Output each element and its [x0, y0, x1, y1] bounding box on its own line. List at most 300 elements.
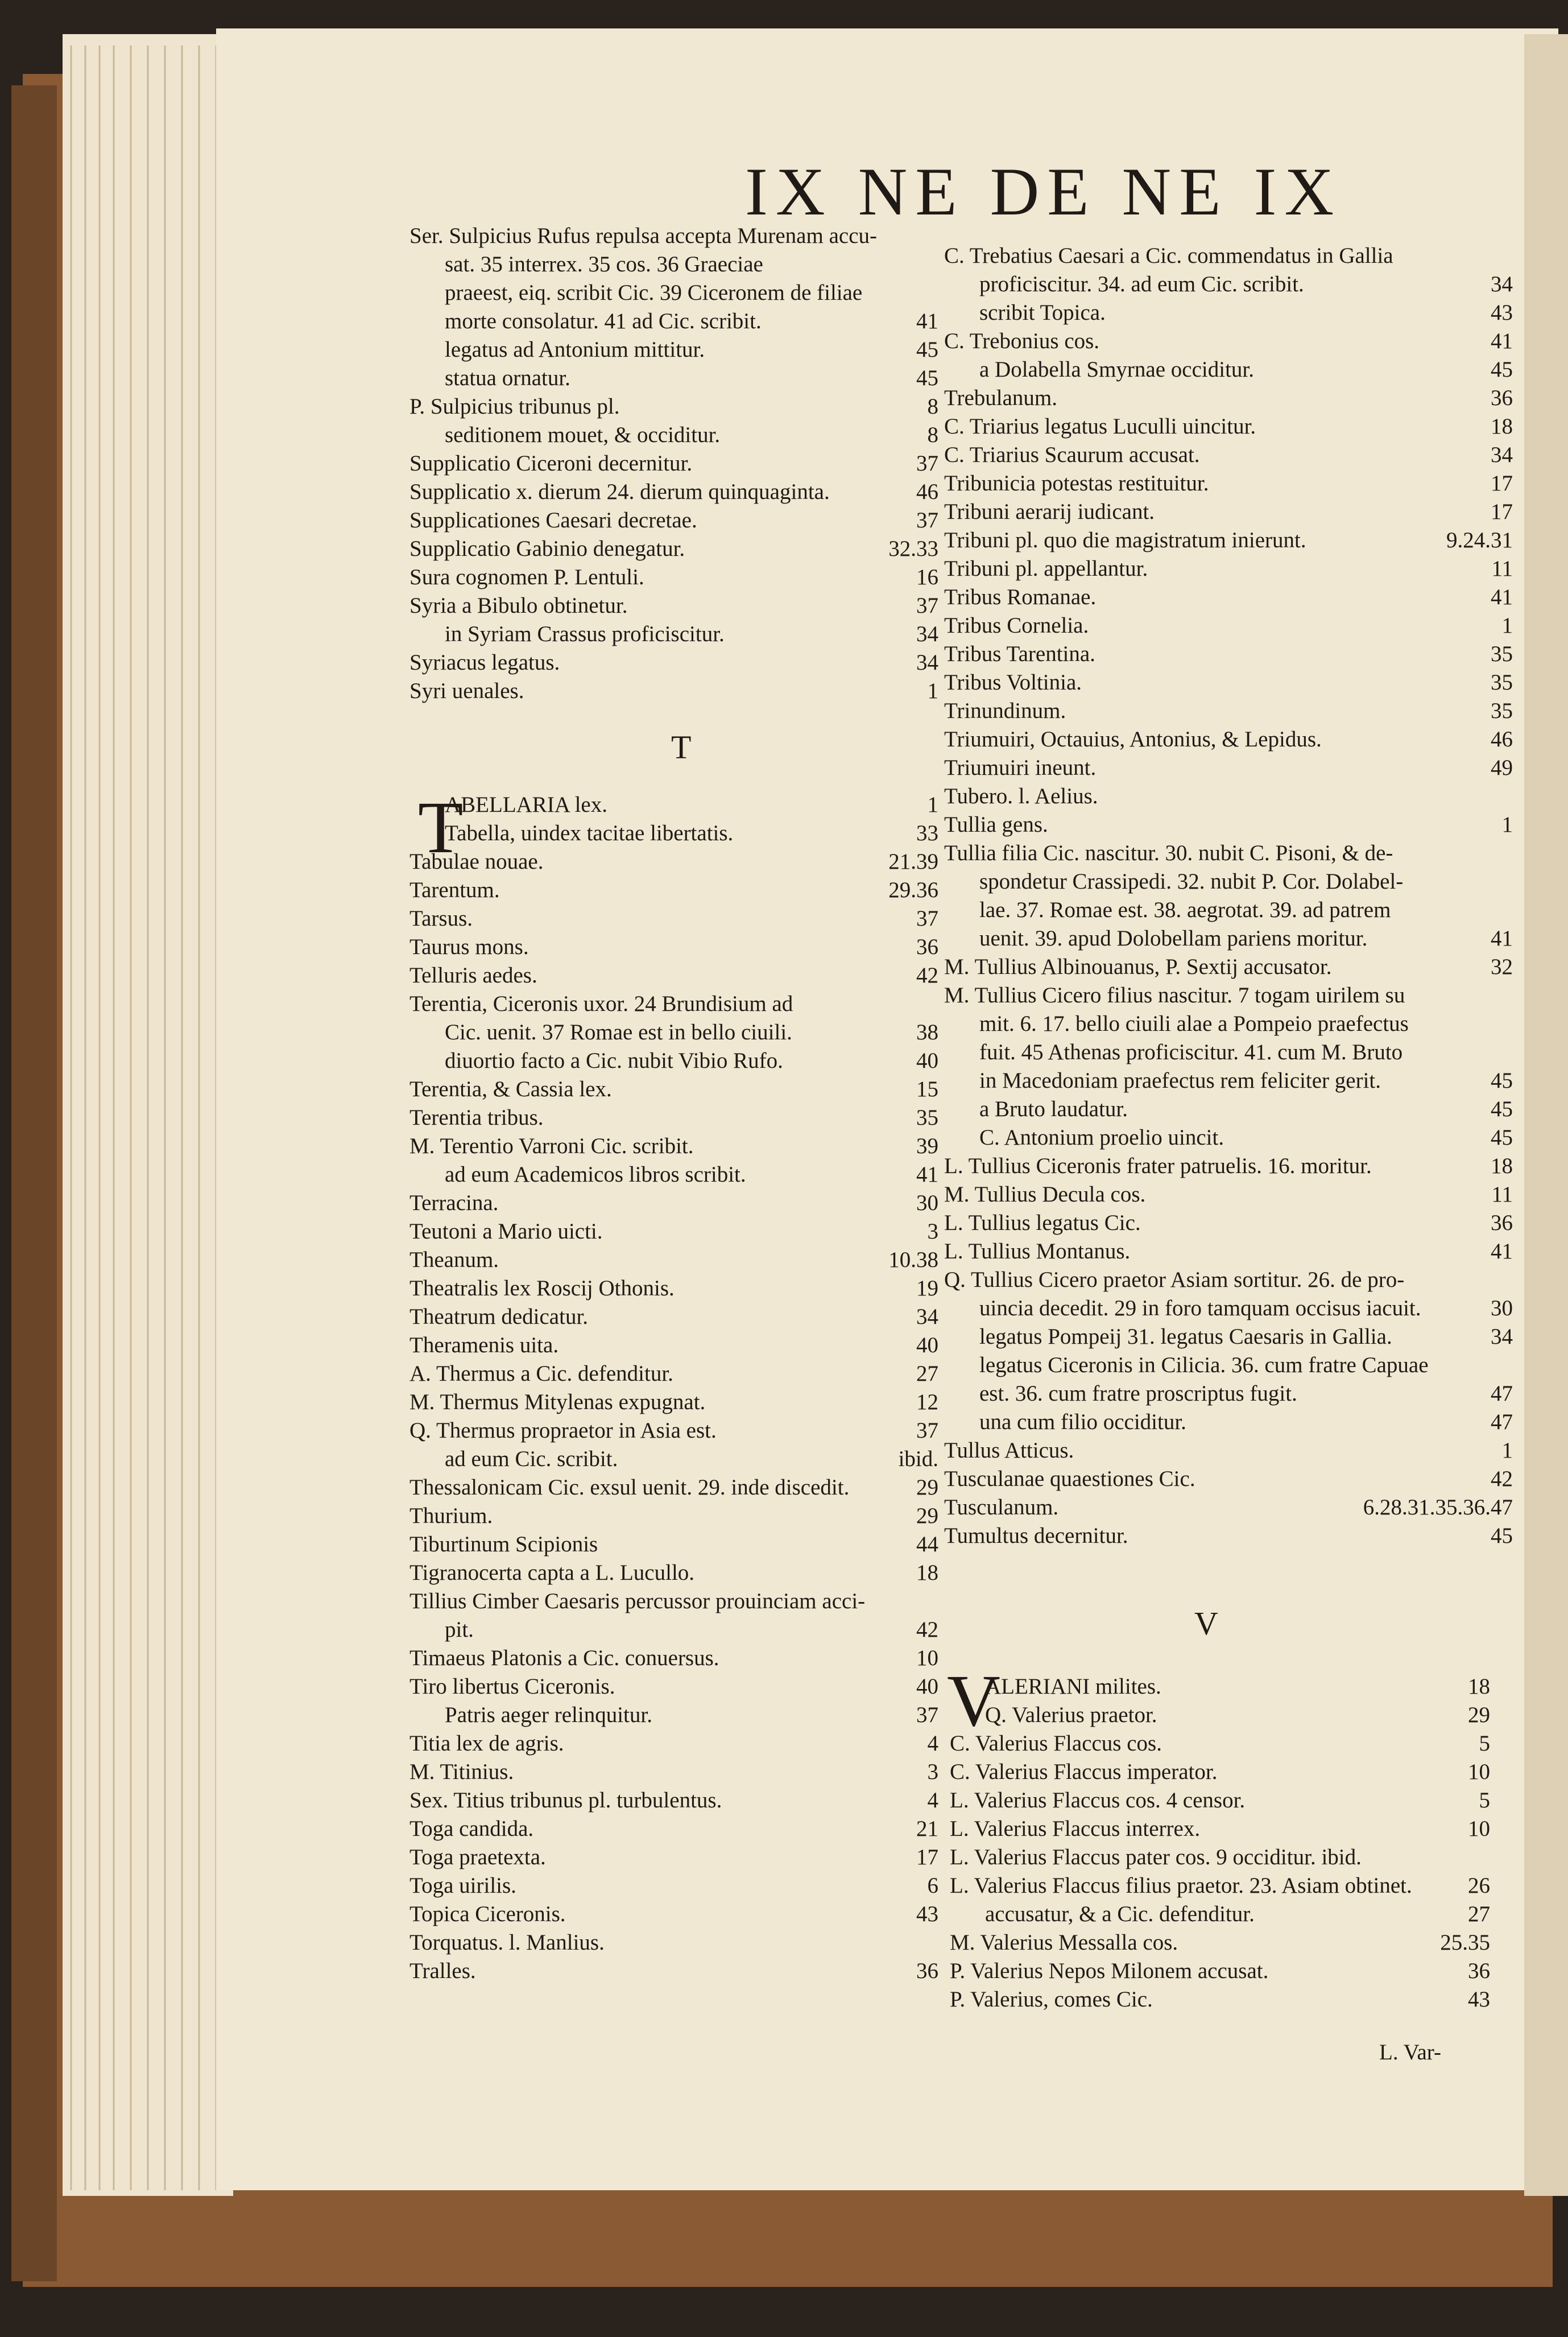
index-entry [409, 421, 938, 449]
index-entry [944, 242, 1513, 270]
index-entry [409, 848, 938, 876]
entry-text: Terentia, & Cassia lex. [409, 1077, 612, 1101]
entry-page-ref: 36 [1491, 1211, 1513, 1235]
entry-text: C. Trebatius Caesari a Cic. commendatus in Gallia [944, 243, 1393, 268]
entry-text: Theatralis lex Roscij Othonis. [409, 1276, 675, 1300]
entry-text: Cic. uenit. 37 Romae est in bello ciuili. [445, 1020, 792, 1044]
entry-page-ref: 34 [1491, 1324, 1513, 1349]
index-entry [944, 469, 1513, 498]
entry-page-ref: 6 [927, 1873, 938, 1898]
entry-page-ref: 36 [1491, 386, 1513, 410]
entry-text: Topica Ciceronis. [409, 1902, 566, 1926]
index-entry [409, 819, 938, 848]
index-entry [409, 307, 938, 336]
entry-text: Tribus Voltinia. [944, 670, 1082, 695]
index-entry [409, 250, 938, 279]
index-entry [409, 393, 938, 421]
index-entry [409, 1530, 938, 1559]
index-entry [944, 1209, 1513, 1237]
entry-page-ref: 16 [916, 565, 938, 589]
index-entry [409, 506, 938, 535]
index-entry [950, 1929, 1490, 1957]
index-entry [409, 279, 938, 307]
index-entry [409, 1473, 938, 1502]
index-entry [944, 782, 1513, 811]
entry-page-ref: 37 [916, 593, 938, 618]
entry-page-ref: 41 [1491, 1239, 1513, 1264]
entry-page-ref: 42 [916, 1617, 938, 1642]
drop-cap-t: T [418, 787, 464, 869]
index-entry [944, 668, 1513, 697]
entry-text: Tiburtinum Scipionis [409, 1532, 598, 1556]
index-entry [409, 1217, 938, 1246]
entry-text: C. Antonium proelio uincit. [979, 1125, 1224, 1150]
index-entry [944, 327, 1513, 356]
entry-page-ref: 37 [916, 1418, 938, 1443]
entry-page-ref: 46 [916, 480, 938, 504]
entry-page-ref: 38 [916, 1020, 938, 1044]
entry-text: Tralles. [409, 1959, 476, 1983]
entry-page-ref: 35 [1491, 670, 1513, 695]
entry-page-ref: 41 [1491, 926, 1513, 951]
index-entry [950, 1758, 1490, 1786]
entry-page-ref: 11 [1491, 1182, 1513, 1207]
index-entry [944, 1522, 1513, 1550]
entry-page-ref: 1 [1501, 1438, 1513, 1463]
index-entry [944, 754, 1513, 782]
entry-text: C. Valerius Flaccus cos. [950, 1731, 1162, 1756]
index-entry [944, 1323, 1513, 1351]
entry-page-ref: 1 [927, 792, 938, 817]
entry-text: Tribus Tarentina. [944, 642, 1095, 666]
entry-text: uincia decedit. 29 in foro tamquam occisus iacuit. [979, 1296, 1421, 1320]
index-entry [409, 1786, 938, 1815]
entry-page-ref: 27 [1468, 1902, 1490, 1926]
entry-text: Triumuiri, Octauius, Antonius, & Lepidus. [944, 727, 1322, 752]
entry-text: spondetur Crassipedi. 32. nubit P. Cor. Dolabel- [979, 869, 1404, 894]
index-entry [944, 441, 1513, 469]
entry-page-ref: 34 [1491, 443, 1513, 467]
entry-page-ref: 29.36 [888, 878, 938, 902]
entry-page-ref: 4 [927, 1731, 938, 1756]
entry-text: accusatur, & a Cic. defenditur. [985, 1902, 1255, 1926]
entry-page-ref: 40 [916, 1333, 938, 1357]
entry-page-ref: 21 [916, 1816, 938, 1841]
entry-page-ref: 45 [1491, 1125, 1513, 1150]
index-entry [944, 640, 1513, 668]
entry-page-ref: 30 [916, 1191, 938, 1215]
entry-text: proficiscitur. 34. ad eum Cic. scribit. [979, 272, 1304, 296]
entry-page-ref: 45 [916, 337, 938, 362]
index-entry [950, 1957, 1490, 1985]
entry-text: legatus ad Antonium mittitur. [445, 337, 705, 362]
entry-page-ref: 1 [927, 679, 938, 703]
entry-page-ref: 25.35 [1440, 1930, 1490, 1955]
index-entry [950, 1815, 1490, 1843]
entry-page-ref: ibid. [898, 1447, 938, 1471]
index-entry [409, 649, 938, 677]
entry-page-ref: 11 [1491, 556, 1513, 581]
entry-page-ref: 8 [927, 394, 938, 419]
entry-page-ref: 45 [1491, 1097, 1513, 1121]
entry-text: Supplicatio x. dierum 24. dierum quinquaginta. [409, 480, 830, 504]
entry-page-ref: 43 [916, 1902, 938, 1926]
entry-text: Terracina. [409, 1191, 499, 1215]
entry-text: C. Triarius legatus Luculli uincitur. [944, 414, 1256, 439]
index-entry [409, 1331, 938, 1360]
index-entry [409, 961, 938, 990]
index-entry [944, 356, 1513, 384]
index-entry [409, 620, 938, 649]
index-entry [409, 1132, 938, 1161]
left-index-column [409, 222, 938, 1985]
entry-text: Tullia filia Cic. nascitur. 30. nubit C. Pisoni, & de- [944, 841, 1393, 865]
index-entry [409, 1673, 938, 1701]
index-entry [944, 412, 1513, 441]
index-entry [944, 498, 1513, 526]
entry-page-ref: 29 [1468, 1703, 1490, 1727]
entry-text: Sura cognomen P. Lentuli. [409, 565, 644, 589]
index-entry [944, 924, 1513, 953]
entry-text: M. Tullius Albinouanus, P. Sextij accusator. [944, 955, 1332, 979]
entry-page-ref: 35 [916, 1105, 938, 1130]
running-head: IX NE DE NE IX [745, 154, 1342, 229]
entry-text: fuit. 45 Athenas proficiscitur. 41. cum M. Bruto [979, 1040, 1403, 1064]
entry-text: M. Titinius. [409, 1760, 514, 1784]
index-entry [944, 811, 1513, 839]
index-entry [944, 1237, 1513, 1266]
entry-text: pit. [445, 1617, 474, 1642]
entry-text: Timaeus Platonis a Cic. conuersus. [409, 1646, 719, 1670]
entry-text: a Dolabella Smyrnae occiditur. [979, 357, 1255, 382]
entry-page-ref: 37 [916, 508, 938, 532]
entry-page-ref: 32 [1491, 955, 1513, 979]
entry-text: Terentia tribus. [409, 1105, 544, 1130]
index-entry [409, 791, 938, 819]
catchword: L. Var- [1379, 2040, 1441, 2065]
entry-page-ref: 41 [916, 1162, 938, 1187]
entry-page-ref: 34 [916, 622, 938, 646]
index-entry [409, 1104, 938, 1132]
index-entry [944, 839, 1513, 868]
entry-text: Triumuiri ineunt. [944, 755, 1097, 780]
entry-text: Tubero. l. Aelius. [944, 784, 1098, 808]
entry-text: M. Terentio Varroni Cic. scribit. [409, 1134, 694, 1158]
entry-page-ref: 46 [1491, 727, 1513, 752]
index-entry [944, 384, 1513, 412]
entry-text: Tusculanae quaestiones Cic. [944, 1467, 1195, 1491]
entry-page-ref: 45 [1491, 1068, 1513, 1093]
entry-text: Tullus Atticus. [944, 1438, 1074, 1463]
entry-text: Tumultus decernitur. [944, 1523, 1128, 1548]
entry-text: Theanum. [409, 1248, 499, 1272]
entry-text: Tribus Cornelia. [944, 613, 1089, 638]
entry-page-ref: 44 [916, 1532, 938, 1556]
entry-text: Syri uenales. [409, 679, 524, 703]
entry-page-ref: 10.38 [888, 1248, 938, 1272]
index-entry [409, 336, 938, 364]
entry-page-ref: 40 [916, 1048, 938, 1073]
index-entry [950, 1673, 1490, 1701]
entry-page-ref: 47 [1491, 1410, 1513, 1434]
index-entry [409, 1018, 938, 1047]
index-entry [950, 1900, 1490, 1929]
index-entry [409, 1075, 938, 1104]
index-entry [409, 449, 938, 478]
index-entry [409, 1047, 938, 1075]
index-entry [944, 1436, 1513, 1465]
index-entry [409, 1417, 938, 1445]
index-entry [944, 1351, 1513, 1380]
entry-text: in Macedoniam praefectus rem feliciter gerit. [979, 1068, 1381, 1093]
entry-page-ref: 45 [1491, 1523, 1513, 1548]
index-entry [950, 1701, 1490, 1729]
entry-text: Sex. Titius tribunus pl. turbulentus. [409, 1788, 722, 1812]
entry-text: L. Valerius Flaccus cos. 4 censor. [950, 1788, 1246, 1812]
index-entry [944, 1038, 1513, 1067]
entry-text: Titia lex de agris. [409, 1731, 564, 1756]
entry-text: Tarentum. [409, 878, 500, 902]
index-entry [944, 1180, 1513, 1209]
entry-text: a Bruto laudatur. [979, 1097, 1128, 1121]
section-heading-v: V [1194, 1605, 1218, 1642]
index-entry [950, 1843, 1490, 1872]
entry-page-ref: 21.39 [888, 849, 938, 874]
index-entry [409, 1843, 938, 1872]
entry-page-ref: 40 [916, 1674, 938, 1699]
index-entry [944, 1095, 1513, 1124]
index-entry [409, 535, 938, 563]
entry-page-ref: 30 [1491, 1296, 1513, 1320]
index-entry [950, 1786, 1490, 1815]
entry-page-ref: 34 [916, 1304, 938, 1329]
entry-text: Supplicatio Gabinio denegatur. [409, 536, 685, 561]
index-entry [409, 1957, 938, 1985]
entry-text: M. Valerius Messalla cos. [950, 1930, 1178, 1955]
entry-page-ref: 36 [916, 1959, 938, 1983]
entry-text: Supplicatio Ciceroni decernitur. [409, 451, 693, 476]
entry-page-ref: 36 [916, 935, 938, 959]
index-entry [409, 1929, 938, 1957]
index-entry [409, 222, 938, 250]
entry-page-ref: 12 [916, 1390, 938, 1414]
entry-page-ref: 5 [1479, 1788, 1490, 1812]
index-entry [944, 555, 1513, 583]
index-entry [944, 1067, 1513, 1095]
entry-page-ref: 26 [1468, 1873, 1490, 1898]
index-entry [409, 933, 938, 961]
entry-page-ref: 5 [1479, 1731, 1490, 1756]
entry-text: legatus Ciceronis in Cilicia. 36. cum fratre Capuae [979, 1353, 1429, 1377]
entry-text: P. Valerius, comes Cic. [950, 1987, 1153, 2012]
entry-text: Thessalonicam Cic. exsul uenit. 29. inde discedit. [409, 1475, 850, 1500]
index-entry [409, 1701, 938, 1729]
entry-page-ref: 6.28.31.35.36.47 [1363, 1495, 1513, 1520]
index-entry [409, 990, 938, 1018]
entry-text: Q. Thermus propraetor in Asia est. [409, 1418, 717, 1443]
entry-text: Torquatus. l. Manlius. [409, 1930, 605, 1955]
index-entry [944, 725, 1513, 754]
index-entry [944, 896, 1513, 924]
entry-page-ref: 27 [916, 1361, 938, 1386]
index-entry [950, 1729, 1490, 1758]
index-entry [409, 1360, 938, 1388]
section-heading-t: T [671, 729, 692, 766]
index-entry [409, 1644, 938, 1673]
entry-text: Syriacus legatus. [409, 650, 560, 675]
right-index-column-v [950, 1673, 1490, 2014]
entry-page-ref: 34 [1491, 272, 1513, 296]
entry-text: diuortio facto a Cic. nubit Vibio Rufo. [445, 1048, 783, 1073]
entry-text: M. Tullius Decula cos. [944, 1182, 1146, 1207]
index-entry [944, 1124, 1513, 1152]
entry-page-ref: 4 [927, 1788, 938, 1812]
entry-page-ref: 42 [1491, 1467, 1513, 1491]
entry-text: L. Valerius Flaccus interrex. [950, 1816, 1201, 1841]
entry-page-ref: 1 [1501, 812, 1513, 837]
entry-text: L. Valerius Flaccus pater cos. 9 occiditur. ibid. [950, 1845, 1362, 1869]
entry-page-ref: 18 [916, 1560, 938, 1585]
right-index-column [944, 242, 1513, 1550]
entry-text: Tiro libertus Ciceronis. [409, 1674, 615, 1699]
index-entry [409, 1900, 938, 1929]
entry-page-ref: 43 [1468, 1987, 1490, 2012]
index-entry [409, 1729, 938, 1758]
entry-text: lae. 37. Romae est. 38. aegrotat. 39. ad patrem [979, 898, 1391, 922]
entry-text: legatus Pompeij 31. legatus Caesaris in Gallia. [979, 1324, 1392, 1349]
entry-page-ref: 36 [1468, 1959, 1490, 1983]
index-entry [409, 905, 938, 933]
index-entry [944, 868, 1513, 896]
entry-text: Taurus mons. [409, 935, 529, 959]
entry-page-ref: 42 [916, 963, 938, 988]
index-entry [944, 1294, 1513, 1323]
entry-text: P. Valerius Nepos Milonem accusat. [950, 1959, 1269, 1983]
index-entry [409, 1815, 938, 1843]
entry-text: ABELLARIA lex. [445, 792, 607, 817]
index-entry [409, 1161, 938, 1189]
entry-page-ref: 29 [916, 1475, 938, 1500]
index-entry [409, 1872, 938, 1900]
index-entry [409, 876, 938, 905]
entry-text: C. Valerius Flaccus imperator. [950, 1760, 1218, 1784]
entry-text: Tillius Cimber Caesaris percussor prouinciam acci- [409, 1589, 866, 1613]
entry-page-ref: 39 [916, 1134, 938, 1158]
drop-cap-v: V [947, 1660, 1000, 1742]
entry-text: Toga candida. [409, 1816, 534, 1841]
entry-page-ref: 32.33 [888, 536, 938, 561]
entry-page-ref: 10 [1468, 1760, 1490, 1784]
entry-text: Q. Tullius Cicero praetor Asiam sortitur. 26. de pro- [944, 1267, 1405, 1292]
index-entry [409, 592, 938, 620]
entry-page-ref: 37 [916, 1703, 938, 1727]
entry-page-ref: 41 [1491, 329, 1513, 353]
entry-page-ref: 34 [916, 650, 938, 675]
index-entry [944, 612, 1513, 640]
entry-text: Tabulae nouae. [409, 849, 544, 874]
entry-text: Terentia, Ciceronis uxor. 24 Brundisium ad [409, 992, 793, 1016]
index-entry [409, 1559, 938, 1587]
entry-text: Tullia gens. [944, 812, 1048, 837]
index-entry [409, 677, 938, 705]
index-entry [944, 583, 1513, 612]
entry-page-ref: 18 [1491, 1154, 1513, 1178]
entry-page-ref: 10 [916, 1646, 938, 1670]
entry-page-ref: 35 [1491, 699, 1513, 723]
entry-page-ref: 19 [916, 1276, 938, 1300]
entry-page-ref: 41 [916, 309, 938, 333]
entry-text: Q. Valerius praetor. [985, 1703, 1157, 1727]
entry-text: seditionem mouet, & occiditur. [445, 423, 721, 447]
entry-text: L. Tullius Montanus. [944, 1239, 1131, 1264]
entry-text: est. 36. cum fratre proscriptus fugit. [979, 1381, 1297, 1406]
entry-text: Theramenis uita. [409, 1333, 559, 1357]
index-entry [409, 364, 938, 393]
index-entry [944, 1152, 1513, 1180]
index-entry [409, 563, 938, 592]
entry-page-ref: 35 [1491, 642, 1513, 666]
entry-page-ref: 18 [1491, 414, 1513, 439]
index-entry [944, 1010, 1513, 1038]
entry-text: ad eum Cic. scribit. [445, 1447, 618, 1471]
index-entry [409, 1388, 938, 1417]
index-entry [409, 1189, 938, 1217]
entry-page-ref: 45 [916, 366, 938, 390]
entry-page-ref: 17 [916, 1845, 938, 1869]
index-entry [409, 1274, 938, 1303]
entry-text: Tabella, uindex tacitae libertatis. [445, 821, 734, 845]
entry-page-ref: 49 [1491, 755, 1513, 780]
entry-text: Tribuni pl. appellantur. [944, 556, 1148, 581]
entry-text: M. Thermus Mitylenas expugnat. [409, 1390, 706, 1414]
entry-text: Toga uirilis. [409, 1873, 516, 1898]
index-entry [950, 1985, 1490, 2014]
entry-text: Syria a Bibulo obtinetur. [409, 593, 628, 618]
entry-page-ref: 33 [916, 821, 938, 845]
index-entry [944, 1266, 1513, 1294]
entry-text: Teutoni a Mario uicti. [409, 1219, 603, 1244]
index-entry [409, 1303, 938, 1331]
index-entry [409, 762, 938, 791]
entry-text: L. Tullius Ciceronis frater patruelis. 16. moritur. [944, 1154, 1372, 1178]
entry-text: Trebulanum. [944, 386, 1057, 410]
entry-text: sat. 35 interrex. 35 cos. 36 Graeciae [445, 252, 763, 276]
entry-text: Thurium. [409, 1504, 493, 1528]
entry-text: Ser. Sulpicius Rufus repulsa accepta Murenam accu- [409, 224, 877, 248]
entry-text: mit. 6. 17. bello ciuili alae a Pompeio praefectus [979, 1011, 1409, 1036]
entry-page-ref: 15 [916, 1077, 938, 1101]
entry-page-ref: 18 [1468, 1674, 1490, 1699]
index-entry [944, 1465, 1513, 1493]
entry-page-ref: 37 [916, 451, 938, 476]
entry-text: Theatrum dedicatur. [409, 1304, 589, 1329]
index-entry [944, 526, 1513, 555]
entry-text: Tusculanum. [944, 1495, 1059, 1520]
index-entry [409, 1445, 938, 1473]
entry-page-ref: 17 [1491, 499, 1513, 524]
entry-text: Tarsus. [409, 906, 473, 931]
entry-page-ref: 3 [927, 1219, 938, 1244]
entry-text: L. Tullius legatus Cic. [944, 1211, 1141, 1235]
entry-page-ref: 45 [1491, 357, 1513, 382]
entry-text: C. Trebonius cos. [944, 329, 1100, 353]
entry-text: L. Valerius Flaccus filius praetor. 23. Asiam obtinet. [950, 1873, 1412, 1898]
index-entry [409, 478, 938, 506]
entry-page-ref: 29 [916, 1504, 938, 1528]
entry-text: Tribunicia potestas restituitur. [944, 471, 1209, 496]
entry-page-ref: 9.24.31 [1446, 528, 1513, 552]
entry-text: Toga praetexta. [409, 1845, 546, 1869]
